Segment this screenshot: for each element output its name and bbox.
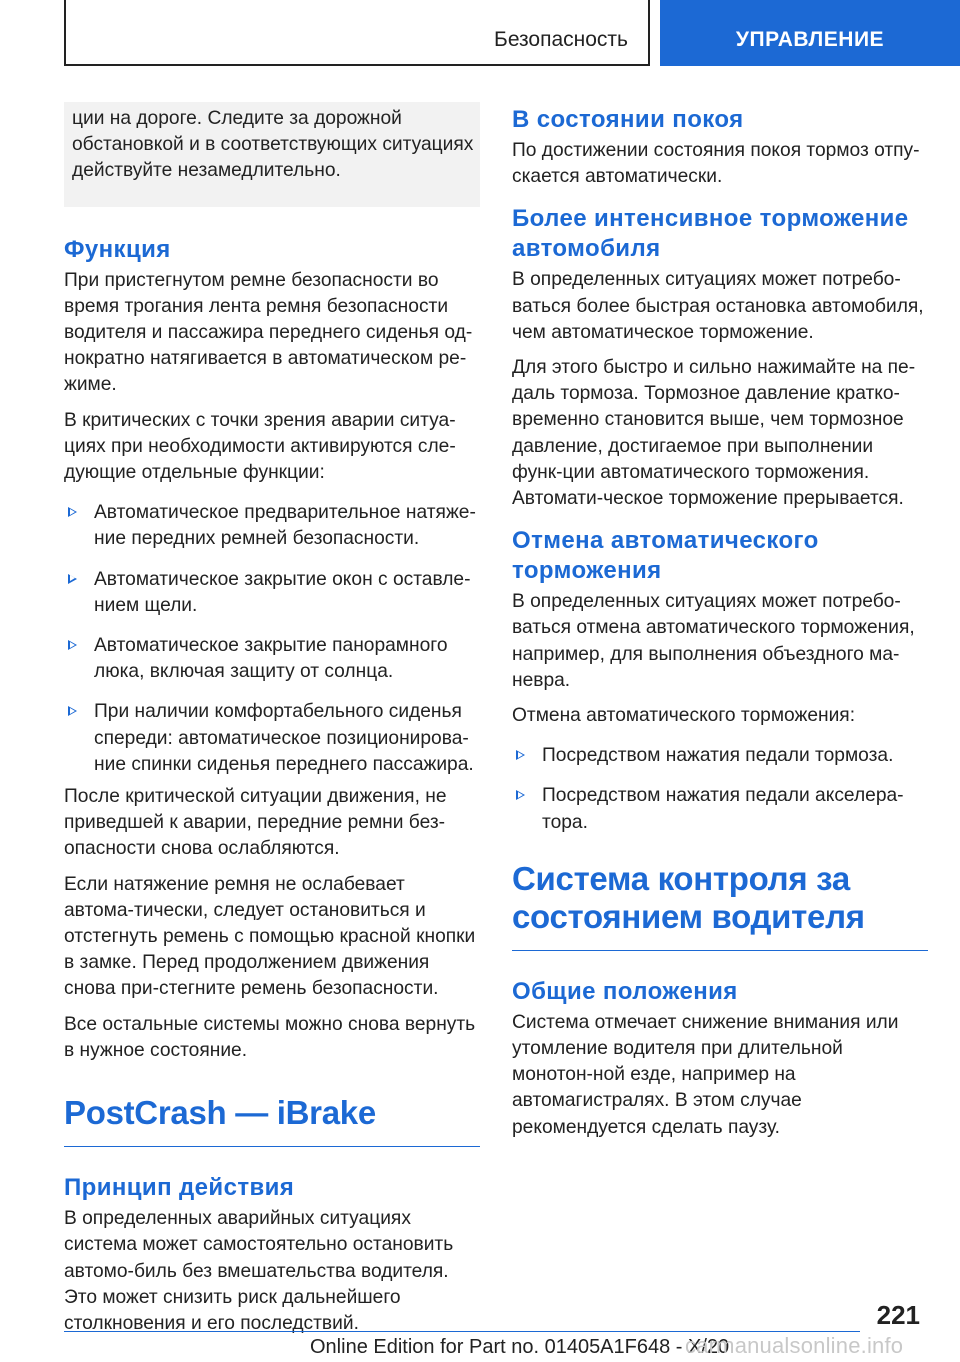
list-item: При наличии комфортабельного сиденья спереди: автоматическое позиционирова-ние спинки сиденья переднего пассажира. [64,699,480,778]
intense-braking-paragraph-2: Для этого быстро и сильно нажимайте на пе-даль тормоза. Тормозное давление кратко-временно становится выше, чем тормозное давление, достигаемое при выполнении функ-ции автоматического торможения. Автомати-ческое торможение прерывается. [512,357,916,510]
triangle-bullet-icon [516,790,525,800]
principle-paragraph: В определенных аварийных ситуациях система может самостоятельно остановить автомо-биль без вмешательства водителя. Это может снизить риск дальнейшего столкновения и его последствий. [64,1208,454,1334]
intense-braking-heading: Более интенсивное торможение автомобиля [512,205,909,263]
general-heading: Общие положения [512,977,738,1005]
rest-paragraph: По достижении состояния покоя тормоз отпу-скается автоматически. [512,140,920,188]
list-item: Автоматическое закрытие окон с оставле-нием щели. [64,567,480,619]
cancel-list [512,743,928,836]
triangle-bullet-icon [68,706,77,716]
triangle-bullet-icon [68,574,77,584]
header-section-title: Безопасность [494,28,628,51]
list-item: Автоматическое предварительное натяже-ние передних ремней безопасности. [64,500,480,552]
function-paragraph-5: Все остальные системы можно снова вернуть в нужное состояние. [64,1013,476,1061]
function-paragraph-4: Если натяжение ремня не ослабевает автома-тически, следует остановиться и отстегнуть ремень с помощью красной кнопки в замке. Перед продолжением движения снова при-стегните ремень безопасности. [64,873,476,1000]
triangle-bullet-icon [516,750,525,760]
note-box [64,102,480,207]
driver-monitor-title-rule [512,950,928,951]
triangle-bullet-icon [68,507,77,517]
page-number: 221 [876,1300,920,1330]
postcrash-title-rule [64,1146,480,1147]
list-item: Автоматическое закрытие панорамного люка, включая защиту от солнца. [64,633,480,685]
cancel-braking-paragraph-2: Отмена автоматического торможения: [512,705,856,727]
header-section-frame [64,0,650,66]
right-column [512,102,928,1150]
list-item: Посредством нажатия педали тормоза. [512,743,928,769]
principle-heading: Принцип действия [64,1174,295,1202]
footer-edition: Online Edition for Part no. 01405A1F648 - X/20 [310,1336,730,1358]
cancel-braking-heading: Отмена автоматического торможения [512,527,819,585]
driver-monitor-title: Система контроля за состоянием водителя [512,859,865,935]
header-chapter-title: УПРАВЛЕНИЕ [735,28,885,51]
triangle-bullet-icon [68,640,77,650]
intense-braking-paragraph-1: В определенных ситуациях может потребо-ваться более быстрая остановка автомобиля, чем автоматическое торможение. [512,269,924,343]
function-paragraph-2: В критических с точки зрения аварии ситуа-циях при необходимости активируются сле-дующие отдельные функции: [64,409,456,484]
cancel-braking-paragraph-1: В определенных ситуациях может потребо-ваться отмена автоматического торможения, например, для выполнения объездного ма-невра. [512,591,915,691]
function-list [64,500,480,778]
function-paragraph-3: После критической ситуации движения, не приведшей к аварии, передние ремни без-опасности снова ослабляются. [64,786,447,860]
rest-heading: В состоянии покоя [512,106,744,133]
header-chapter-tab [660,0,960,66]
function-heading: Функция [64,235,171,263]
left-column [64,102,480,1346]
footer-watermark: carmanualsonline.info [685,1333,904,1358]
note-text: ции на дороге. Следите за дорожной обстановкой и в соответствующих ситуациях действуйте незамедлительно. [72,108,474,182]
list-item: Посредством нажатия педали акселера-тора. [512,783,928,835]
general-paragraph: Система отмечает снижение внимания или утомление водителя при длительной монотон-ной езде, например на автомагистралях. В этом случае рекомендуется сделать паузу. [512,1011,899,1138]
function-paragraph-1: При пристегнутом ремне безопасности во время трогания лента ремня безопасности водителя и пассажира переднего сиденья од-нократно натягивается в автоматическом ре-жиме. [64,269,473,396]
footer-rule [64,1331,860,1332]
postcrash-title: PostCrash — iBrake [64,1094,376,1132]
